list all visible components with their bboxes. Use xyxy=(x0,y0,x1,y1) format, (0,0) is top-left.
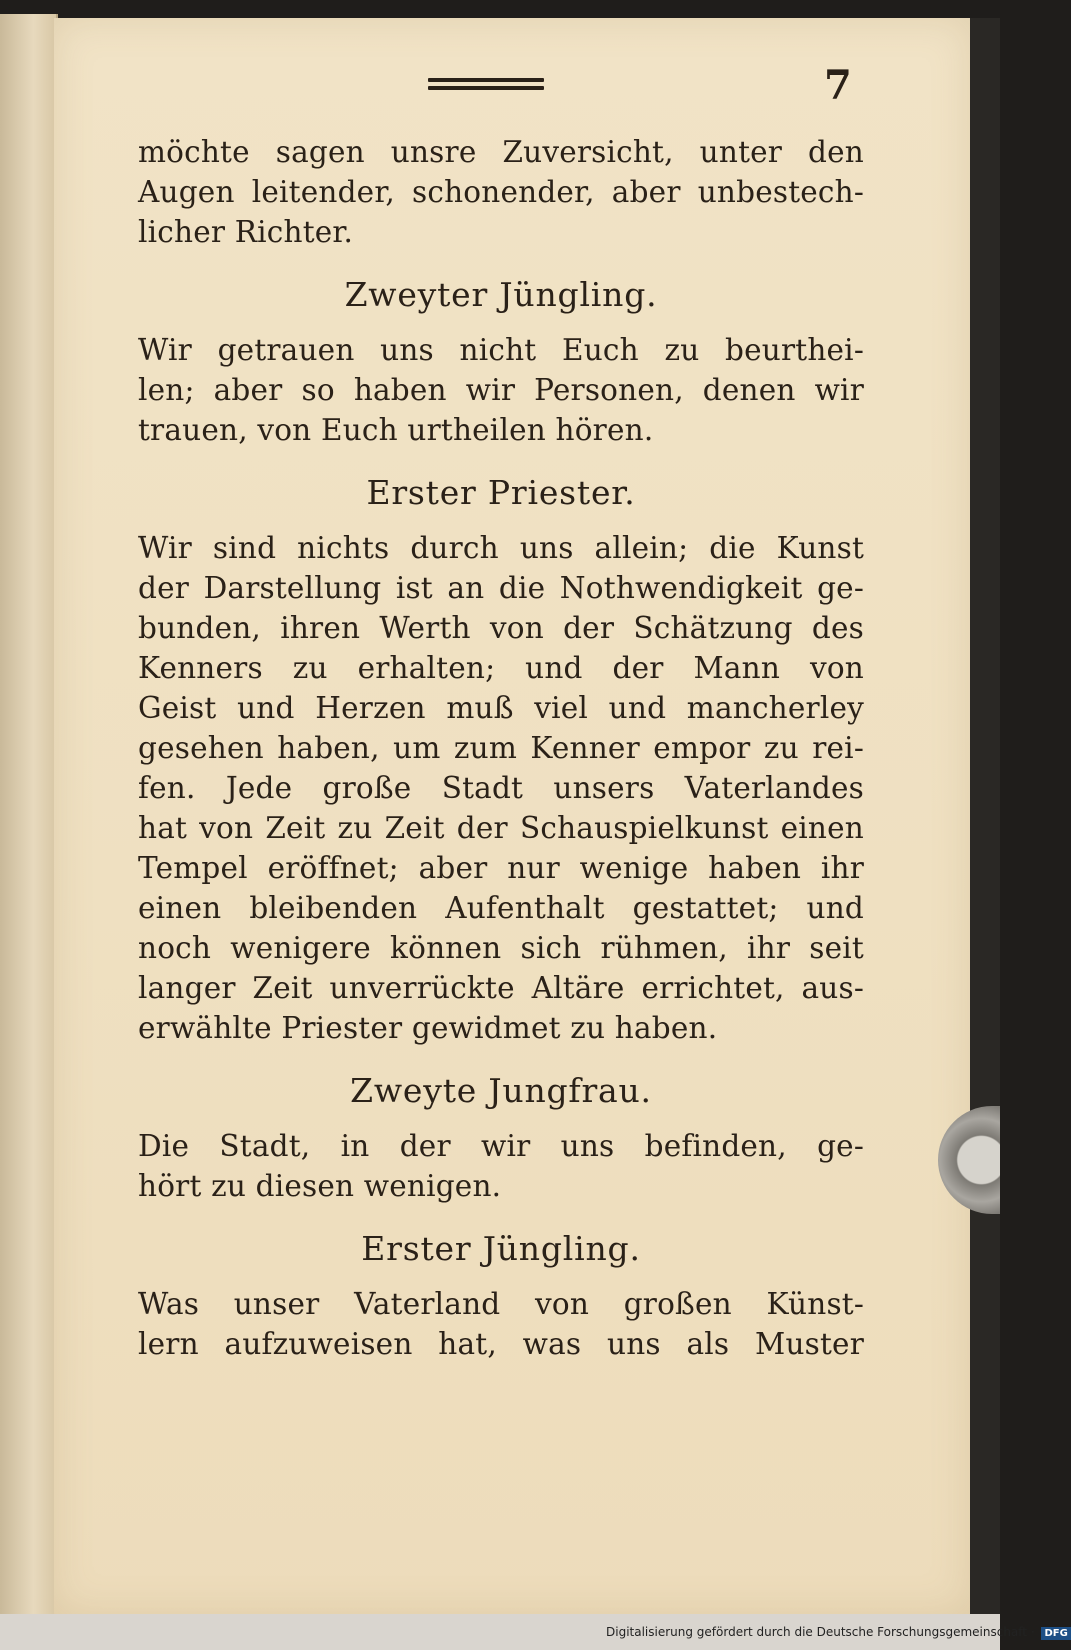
speaker-heading: Erster Priester. xyxy=(366,473,636,512)
text-line: erwählte Priester gewidmet zu haben. xyxy=(138,1011,718,1045)
speaker-heading: Erster Jüngling. xyxy=(361,1229,641,1268)
block-spacer xyxy=(138,252,864,272)
speaker-heading: Zweyter Jüngling. xyxy=(344,275,658,314)
text-line: Tempel eröffnet; aber nur wenige haben ihr xyxy=(138,851,864,885)
text-line: Augen leitender, schonender, aber unbestech- xyxy=(138,175,864,209)
text-line: lern aufzuweisen hat, was uns als Muster xyxy=(138,1327,864,1361)
digitization-credit xyxy=(606,1625,1071,1640)
block-spacer xyxy=(138,1206,864,1226)
right-cover-edge xyxy=(970,18,1000,1614)
block-spacer xyxy=(138,450,864,470)
text-line: noch wenigere können sich rühmen, ihr seit xyxy=(138,931,864,965)
text-line: Wir getrauen uns nicht Euch zu beurthei- xyxy=(138,333,864,367)
text-line: Wir sind nichts durch uns allein; die Kunst xyxy=(138,531,864,565)
text-line: langer Zeit unverrückte Altäre errichtet, aus- xyxy=(138,971,864,1005)
block-spacer xyxy=(138,1048,864,1068)
text-line: trauen, von Euch urtheilen hören. xyxy=(138,413,654,447)
speaker-heading: Zweyte Jungfrau. xyxy=(350,1071,652,1110)
credit-separator: · xyxy=(1027,1625,1039,1639)
credit-text: Digitalisierung gefördert durch die Deutsche Forschungsgemeinschaft xyxy=(606,1625,1028,1639)
text-line: möchte sagen unsre Zuversicht, unter den xyxy=(138,135,864,169)
header-ornament-rule xyxy=(428,78,544,96)
text-line: licher Richter. xyxy=(138,215,354,249)
heading-spacer xyxy=(138,318,864,330)
page-number: 7 xyxy=(824,62,852,109)
text-line: Was unser Vaterland von großen Künst- xyxy=(138,1287,864,1321)
heading-spacer xyxy=(138,516,864,528)
text-line: gesehen haben, um zum Kenner empor zu rei- xyxy=(138,731,864,765)
text-line: der Darstellung ist an die Nothwendigkeit ge- xyxy=(138,571,864,605)
text-line: fen. Jede große Stadt unsers Vaterlandes xyxy=(138,771,864,805)
text-line: hat von Zeit zu Zeit der Schauspielkunst einen xyxy=(138,811,864,845)
text-line: Geist und Herzen muß viel und mancherley xyxy=(138,691,864,725)
text-line: einen bleibenden Aufenthalt gestattet; und xyxy=(138,891,864,925)
left-page-edge xyxy=(0,14,58,1614)
text-line: bunden, ihren Werth von der Schätzung des xyxy=(138,611,864,645)
dfg-logo: DFG xyxy=(1041,1627,1070,1640)
text-line: hört zu diesen wenigen. xyxy=(138,1169,502,1203)
heading-spacer xyxy=(138,1272,864,1284)
heading-spacer xyxy=(138,1114,864,1126)
text-line: Kenners zu erhalten; und der Mann von xyxy=(138,651,864,685)
page-text xyxy=(138,132,864,1364)
text-line: Die Stadt, in der wir uns befinden, ge- xyxy=(138,1129,864,1163)
text-line: len; aber so haben wir Personen, denen wir xyxy=(138,373,864,407)
